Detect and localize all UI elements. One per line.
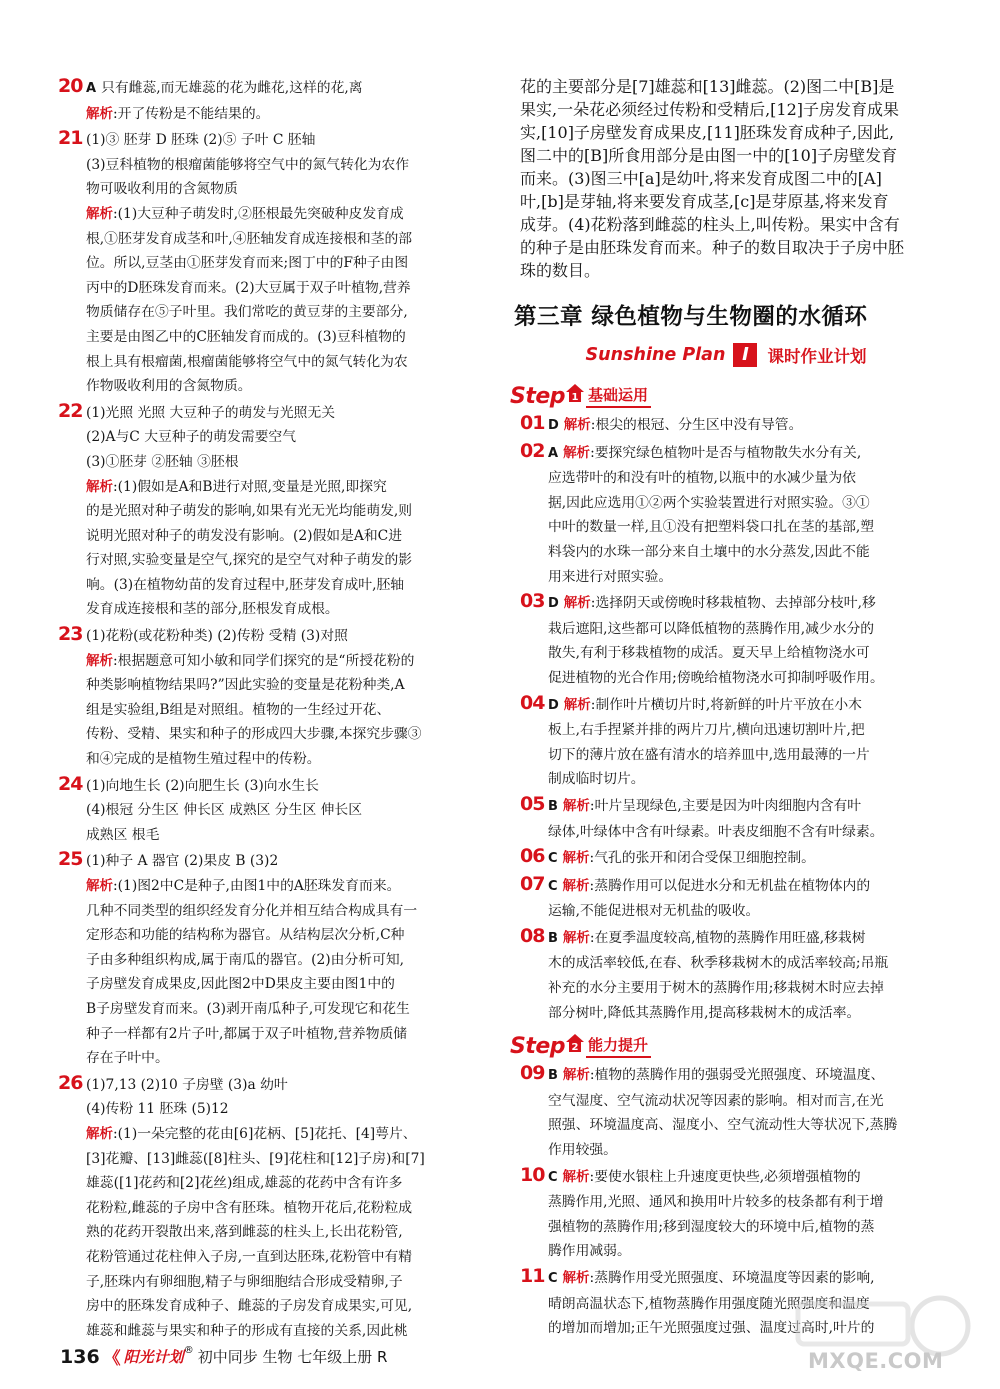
explanation-tag: 解析 <box>563 444 591 461</box>
explanation-tag: 解析 <box>562 1168 590 1185</box>
explanation-line <box>520 540 932 565</box>
explanation-text: 要探究绿色植物叶是否与植物散失水分有关, <box>594 444 862 461</box>
explanation-text: 发育成连接根和茎的部分,胚根发育成根。 <box>86 601 339 618</box>
answer-line <box>58 847 496 874</box>
explanation-text: 选择阴天或傍晚时移栽植物、去掉部分枝叶,移 <box>595 595 876 612</box>
answer-choice: D <box>548 418 559 433</box>
explanation-line <box>58 251 496 276</box>
explanation-line: 图二中的[B]所食用部分是由图一中的[10]子房壁发育 <box>520 146 898 165</box>
explanation-line: 花的主要部分是[7]雄蕊和[13]雌蕊。(2)图二中[B]是 <box>520 77 895 96</box>
answer-text: (1)花粉(或花粉种类) (2)传粉 受精 (3)对照 <box>86 628 348 645</box>
page-footer <box>60 1344 387 1369</box>
explanation-text: 促进植物的光合作用;傍晚给植物浇水可抑制呼吸作用。 <box>548 669 884 686</box>
explanation-line <box>58 1122 496 1147</box>
step-word: Step <box>510 1033 566 1059</box>
explanation-text: 作用较强。 <box>548 1142 617 1159</box>
explanation-text: 行对照,实验变量是空气,探究的是空气对种子萌发的影 <box>86 552 413 569</box>
explanation-tag: 解析 <box>562 850 590 867</box>
question-number: 09 <box>520 1062 545 1085</box>
explanation-line <box>520 1190 932 1215</box>
explanation-text: 丙中的D胚珠发育而来。(2)大豆属于双子叶植物,营养 <box>86 279 411 296</box>
colon: : <box>113 105 118 122</box>
explanation-text: 开了传粉是不能结果的。 <box>117 105 270 122</box>
book-info: 初中同步 生物 七年级上册 R <box>197 1348 388 1366</box>
question-number: 03 <box>520 590 545 613</box>
explanation-text: 据,因此应选用①②两个实验装置进行对照实验。③① <box>548 494 870 511</box>
answer-choice: C <box>548 878 558 894</box>
explanation-line <box>58 948 496 973</box>
answer-line <box>58 74 496 102</box>
explanation-text: 植物的蒸腾作用的强弱受光照强度、环境温度、 <box>594 1067 885 1084</box>
explanation-line <box>520 844 932 872</box>
explanation-line <box>520 1061 932 1089</box>
question-item <box>520 872 932 924</box>
explanation-line <box>520 439 932 467</box>
explanation-text: 蒸腾作用,光照、通风和换用叶片较多的枝条都有利于增 <box>548 1194 884 1211</box>
explanation-text: 根据题意可知小敏和同学们探究的是“所授花粉的 <box>117 652 415 669</box>
explanation-line <box>520 466 932 491</box>
explanation-text: (1)假如是A和B进行对照,变量是光照,即探究 <box>117 478 387 495</box>
explanation-text: 在夏季温度较高,植物的蒸腾作用旺盛,移栽树 <box>594 929 866 946</box>
explanation-text: 散失,有利于移栽植物的成活。夏天早上给植物浇水可 <box>548 645 870 662</box>
explanation-text: 花粉粒,雌蕊的子房中含有胚珠。植物开花后,花粉粒成 <box>86 1199 413 1216</box>
explanation-line <box>58 548 496 573</box>
question-number: 01 <box>520 412 545 434</box>
explanation-line <box>58 499 496 524</box>
question-item <box>520 924 932 1025</box>
answer-text: (3)豆科植物的根瘤菌能够将空气中的氮气转化为农作 <box>86 156 410 173</box>
explanation-line <box>58 698 496 723</box>
watermark-url: MXQE.COM <box>808 1349 944 1373</box>
answer-choice: B <box>548 798 558 814</box>
colon: : <box>589 850 595 867</box>
question-item <box>58 1071 496 1344</box>
explanation-line <box>58 997 496 1022</box>
explanation-line <box>520 924 932 952</box>
explanation-line: 的种子是由胚珠发育而来。种子的数目取决于子房中胚 <box>520 238 905 257</box>
answer-text: (1)7,13 (2)10 子房壁 (3)a 幼叶 <box>86 1076 288 1093</box>
question-number: 23 <box>58 623 83 646</box>
explanation-text: 部分树叶,降低其蒸腾作用,提高移栽树木的成活率。 <box>548 1004 861 1021</box>
explanation-text: 房中的胚珠发育成种子、雌蕊的子房发育成果实,可见, <box>86 1298 413 1315</box>
explanation-text: 主要是由图乙中的C胚轴发育而成的。(3)豆科植物的 <box>86 328 406 345</box>
explanation-text: 照强、环境温度高、湿度小、空气流动性大等状况下,蒸腾 <box>548 1117 898 1134</box>
colon: : <box>113 878 118 894</box>
question-item <box>520 691 932 792</box>
explanation-line <box>58 1220 496 1245</box>
question-item <box>520 411 932 439</box>
explanation-text: 子,胚珠内有卵细胞,精子与卵细胞结合形成受精卵,子 <box>86 1273 403 1290</box>
sunshine-plan-banner <box>520 343 932 367</box>
explanation-text: 气孔的张开和闭合受保卫细胞控制。 <box>594 850 815 867</box>
explanation-text: 根上具有根瘤菌,根瘤菌能够将空气中的氮气转化为农 <box>86 353 408 370</box>
answer-choice: D <box>548 596 559 612</box>
explanation-tag: 解析 <box>563 417 591 433</box>
explanation-tag: 解析 <box>86 1125 113 1142</box>
colon: : <box>590 595 596 612</box>
explanation-text: 花粉管通过花柱伸入子房,一直到达胚珠,花粉管中有精 <box>86 1248 413 1265</box>
answer-line <box>58 1097 496 1122</box>
answer-choice: C <box>548 851 558 867</box>
question-number: 10 <box>520 1163 545 1186</box>
explanation-text: 晴朗高温状态下,植物蒸腾作用强度随光照强度和温度 <box>548 1295 870 1312</box>
explanation-line <box>520 976 932 1001</box>
question-number: 20 <box>58 75 83 97</box>
colon: : <box>589 929 595 946</box>
question-number: 08 <box>520 924 545 947</box>
explanation-text: 子由多种组织构成,属于南瓜的器官。(2)由分析可知, <box>86 951 405 968</box>
question-item <box>520 1061 932 1162</box>
answer-choice: C <box>548 1271 558 1286</box>
step-name: 能力提升 <box>586 1034 651 1058</box>
answer-choice: A <box>548 445 559 461</box>
answer-choice: B <box>548 1068 558 1084</box>
colon: : <box>113 652 118 669</box>
answer-line <box>58 1071 496 1098</box>
step-two-icon <box>566 1034 584 1052</box>
brand-name: 阳光计划 <box>123 1348 184 1366</box>
svg-text:1: 1 <box>571 392 579 402</box>
explanation-line <box>58 573 496 598</box>
right-column <box>510 74 932 1341</box>
explanation-line <box>520 872 932 900</box>
answer-text: (1)种子 A 器官 (2)果皮 B (3)2 <box>86 853 279 870</box>
explanation-text: 板上,右手捏紧并排的两片刀片,横向迅速切割叶片,把 <box>548 722 865 739</box>
explanation-line <box>520 1215 932 1240</box>
continued-explanation <box>520 74 932 281</box>
explanation-text: 根,①胚芽发育成茎和叶,④胚轴发育成连接根和茎的部 <box>86 230 413 247</box>
step-name: 基础运用 <box>586 384 651 408</box>
explanation-line <box>58 972 496 997</box>
answer-line <box>58 153 496 178</box>
explanation-text: 中叶的数量一样,且①没有把塑料袋口扎在茎的基部,塑 <box>548 519 875 536</box>
explanation-tag: 解析 <box>86 878 113 894</box>
answer-line <box>58 772 496 799</box>
explanation-line <box>58 1319 496 1344</box>
explanation-text: 熟的花药开裂散出来,落到雌蕊的柱头上,长出花粉管, <box>86 1224 403 1241</box>
explanation-line: 果实,一朵花必须经过传粉和受精后,[12]子房发育成果 <box>520 100 900 119</box>
explanation-text: 雄蕊([1]花药和[2]花丝)组成,雄蕊的花药中含有许多 <box>86 1175 403 1192</box>
step-one-icon <box>566 384 584 402</box>
explanation-line <box>520 641 932 666</box>
question-item <box>58 74 496 126</box>
explanation-text: 种类影响植物结果吗?”因此实验的变量是花粉种类,A <box>86 677 405 694</box>
explanation-line <box>520 1163 932 1191</box>
explanation-tag: 解析 <box>562 1270 590 1286</box>
answer-text: 物可吸收利用的含氮物质 <box>86 181 238 198</box>
left-column <box>58 74 496 1343</box>
step-heading-advanced <box>510 1031 932 1061</box>
question-item <box>520 792 932 844</box>
explanation-text: 栽后遮阳,这些都可以降低植物的蒸腾作用,减少水分的 <box>548 620 875 637</box>
step-word: Step <box>510 383 566 409</box>
question-number: 05 <box>520 792 545 815</box>
explanation-line <box>58 1022 496 1047</box>
answer-text: (1)向地生长 (2)向肥生长 (3)向水生长 <box>86 777 319 794</box>
explanation-text: 腾作用减弱。 <box>548 1243 631 1260</box>
explanation-text: 位。所以,豆茎由①胚芽发育而来;图丁中的F种子由图 <box>86 255 409 272</box>
explanation-line <box>520 1113 932 1138</box>
explanation-text: 补充的水分主要用于树木的蒸腾作用;移栽树木时应去掉 <box>548 980 884 997</box>
explanation-line <box>520 792 932 820</box>
explanation-line: 珠的数目。 <box>520 261 601 280</box>
colon: : <box>589 877 595 894</box>
explanation-text: 蒸腾作用可以促进水分和无机盐在植物体内的 <box>594 877 871 894</box>
explanation-text: 用来进行对照实验。 <box>548 568 673 585</box>
question-item <box>520 844 932 872</box>
explanation-text: [3]花瓣、[13]雌蕊([8]柱头、[9]花柱和[12]子房)和[7] <box>86 1150 425 1167</box>
explanation-line <box>520 718 932 743</box>
explanation-text: 定形态和功能的结构称为器官。从结构层次分析,C种 <box>86 927 405 944</box>
explanation-line <box>58 350 496 375</box>
explanation-line <box>58 276 496 301</box>
explanation-line <box>58 300 496 325</box>
explanation-line <box>520 1001 932 1026</box>
answer-text: (1)③ 胚芽 D 胚珠 (2)⑤ 子叶 C 胚轴 <box>86 132 316 149</box>
explanation-line <box>58 1294 496 1319</box>
answer-text: (3)①胚芽 ②胚轴 ③胚根 <box>86 453 239 470</box>
explanation-text: 强植物的蒸腾作用;移到湿度较大的环境中后,植物的蒸 <box>548 1218 875 1235</box>
registered-mark: ® <box>183 1345 194 1356</box>
colon: : <box>589 1067 595 1084</box>
explanation-tag: 解析 <box>562 1067 590 1084</box>
explanation-line <box>58 1171 496 1196</box>
explanation-line <box>520 565 932 590</box>
explanation-text: (1)一朵完整的花由[6]花柄、[5]花托、[4]萼片、 <box>117 1125 417 1142</box>
colon: : <box>589 797 595 814</box>
explanation-tag: 解析 <box>86 105 113 122</box>
explanation-text: 组是实验组,B组是对照组。植物的一生经过开花、 <box>86 701 391 718</box>
answer-text: 成熟区 根毛 <box>86 826 160 843</box>
explanation-tag: 解析 <box>563 595 591 612</box>
answer-choice: A <box>86 81 97 96</box>
explanation-line <box>58 325 496 350</box>
explanation-line <box>520 491 932 516</box>
answer-choice: B <box>548 930 558 946</box>
question-item <box>520 1163 932 1264</box>
colon: : <box>590 696 596 713</box>
question-number: 24 <box>58 772 83 795</box>
explanation-line <box>520 767 932 792</box>
explanation-tag: 解析 <box>562 797 590 814</box>
explanation-line: 叶,[b]是芽轴,将来要发育成茎,[c]是芽原基,将来发育 <box>520 192 889 211</box>
explanation-text: 要使水银柱上升速度更快些,必须增强植物的 <box>594 1168 861 1185</box>
explanation-line <box>58 649 496 674</box>
explanation-line <box>520 1089 932 1114</box>
explanation-text: (1)图2中C是种子,由图1中的A胚珠发育而来。 <box>117 878 401 894</box>
explanation-line <box>520 411 932 439</box>
explanation-line <box>520 1239 932 1264</box>
question-number: 06 <box>520 845 545 868</box>
explanation-text: 存在子叶中。 <box>86 1050 169 1067</box>
explanation-line <box>58 202 496 227</box>
explanation-text: 蒸腾作用受光照强度、环境温度等因素的影响, <box>594 1270 875 1286</box>
explanation-text: 物质储存在⑤子叶里。我们常吃的黄豆芽的主要部分, <box>86 304 408 321</box>
explanation-tag: 解析 <box>86 478 113 495</box>
question-number: 25 <box>58 848 83 871</box>
question-number: 21 <box>58 127 83 150</box>
explanation-text: 和④完成的是植物生殖过程中的传粉。 <box>86 751 321 768</box>
answer-choice: D <box>548 697 559 713</box>
explanation-line <box>58 374 496 399</box>
explanation-line <box>58 1245 496 1270</box>
step-heading-basic <box>510 381 932 411</box>
explanation-line: 而来。(3)图三中[a]是幼叶,将来发育成图二中的[A] <box>520 169 882 188</box>
answer-line <box>58 450 496 475</box>
explanation-text: 木的成活率较低,在春、秋季移栽树木的成活率较高;吊瓶 <box>548 955 889 972</box>
question-item <box>58 399 496 622</box>
explanation-line <box>520 617 932 642</box>
explanation-text: 根尖的根冠、分生区中没有导管。 <box>595 417 803 433</box>
question-item <box>58 772 496 848</box>
explanation-text: 切下的薄片放在盛有清水的培养皿中,选用最薄的一片 <box>548 746 870 763</box>
explanation-text: 几种不同类型的组织经发育分化并相互结合构成具有一 <box>86 902 418 919</box>
answer-text: (1)光照 光照 大豆种子的萌发与光照无关 <box>86 404 336 421</box>
explanation-line <box>520 1264 932 1292</box>
explanation-line <box>520 666 932 691</box>
explanation-line <box>58 524 496 549</box>
explanation-line <box>58 722 496 747</box>
explanation-text: 绿体,叶绿体中含有叶绿素。叶表皮细胞不含有叶绿素。 <box>548 823 884 840</box>
basic-answers <box>520 411 932 1025</box>
explanation-text: 说明光照对种子的萌发没有影响。(2)假如是A和C进 <box>86 527 402 544</box>
answer-line <box>58 126 496 153</box>
question-number: 02 <box>520 439 545 462</box>
question-item <box>58 847 496 1070</box>
explanation-text: 叶片呈现绿色,主要是因为叶肉细胞内含有叶 <box>594 797 862 814</box>
question-item <box>520 439 932 590</box>
explanation-text: 雄蕊和雌蕊与果实和种子的形成有直接的关系,因此桃 <box>86 1322 408 1339</box>
plan-numeral: I <box>733 343 757 367</box>
explanation-text: 的增加而增加;正午光照强度过强、温度过高时,叶片的 <box>548 1320 875 1337</box>
answer-line <box>58 622 496 649</box>
explanation-text: 响。(3)在植物幼苗的发育过程中,胚芽发育成叶,胚轴 <box>86 576 405 593</box>
explanation-line <box>58 1046 496 1071</box>
question-number: 07 <box>520 872 545 895</box>
explanation-text: 制作叶片横切片时,将新鲜的叶片平放在小木 <box>595 696 862 713</box>
explanation-line <box>520 589 932 617</box>
answer-line <box>58 177 496 202</box>
explanation-tag: 解析 <box>562 877 590 894</box>
explanation-text: 传粉、受精、果实和种子的形成四大步骤,本探究步骤③ <box>86 726 422 743</box>
question-number: 22 <box>58 399 83 422</box>
explanation-text: 料袋内的水珠一部分来自土壤中的水分蒸发,因此不能 <box>548 543 870 560</box>
explanation-line <box>520 691 932 719</box>
explanation-line <box>58 673 496 698</box>
explanation-line <box>58 874 496 899</box>
explanation-line <box>58 1270 496 1295</box>
svg-text:2: 2 <box>571 1042 579 1053</box>
answer-choice: C <box>548 1169 558 1185</box>
chapter-title: 第三章 绿色植物与生物圈的水循环 <box>514 304 868 330</box>
explanation-line <box>520 899 932 924</box>
explanation-line <box>520 820 932 845</box>
explanation-line <box>58 1147 496 1172</box>
explanation-tag: 解析 <box>563 696 591 713</box>
explanation-line <box>520 1138 932 1163</box>
answer-text: (4)根冠 分生区 伸长区 成熟区 分生区 伸长区 <box>86 802 363 819</box>
explanation-text: (1)大豆种子萌发时,②胚根最先突破种皮发育成 <box>117 205 404 222</box>
question-number: 04 <box>520 691 545 714</box>
question-item <box>58 622 496 772</box>
explanation-text: 种子一样都有2片子叶,都属于双子叶植物,营养物质储 <box>86 1025 408 1042</box>
question-item <box>58 126 496 399</box>
explanation-tag: 解析 <box>86 205 113 222</box>
explanation-line <box>58 923 496 948</box>
answer-line <box>58 823 496 848</box>
explanation-line <box>520 743 932 768</box>
explanation-line <box>58 747 496 772</box>
plan-text: Sunshine Plan <box>585 345 726 365</box>
explanation-tag: 解析 <box>86 652 113 669</box>
explanation-line <box>520 515 932 540</box>
question-number: 26 <box>58 1071 83 1094</box>
answer-line <box>58 798 496 823</box>
explanation-text: 空气湿度、空气流动状况等因素的影响。相对而言,在光 <box>548 1092 884 1109</box>
answer-line <box>58 399 496 426</box>
colon: : <box>113 478 118 495</box>
explanation-line <box>520 951 932 976</box>
colon: : <box>113 1125 118 1142</box>
explanation-text: B子房壁发育而来。(3)剥开南瓜种子,可发现它和花生 <box>86 1000 410 1017</box>
explanation-line: 实,[10]子房壁发育成果皮,[11]胚珠发育成种子,因此, <box>520 123 895 142</box>
explanation-tag: 解析 <box>562 929 590 946</box>
explanation-line <box>58 1196 496 1221</box>
question-number: 11 <box>520 1265 545 1287</box>
plan-subtitle: 课时作业计划 <box>767 347 867 366</box>
explanation-line <box>58 102 496 127</box>
double-arrow-icon: 《 <box>103 1349 121 1369</box>
explanation-text: 运输,不能促进根对无机盐的吸收。 <box>548 903 760 920</box>
colon: : <box>590 417 596 433</box>
explanation-text: 应选带叶的和没有叶的植物,以瓶中的水减少量为依 <box>548 470 856 487</box>
answer-text: 只有雌蕊,而无雄蕊的花为雌花,这样的花,离 <box>101 80 363 96</box>
colon: : <box>589 1270 595 1286</box>
explanation-line: 成芽。(4)花粉落到雌蕊的柱头上,叫传粉。果实中含有 <box>520 215 900 234</box>
answer-text: (2)A与C 大豆种子的萌发需要空气 <box>86 429 297 446</box>
colon: : <box>589 1168 595 1185</box>
explanation-text: 子房壁发育成果皮,因此图2中D果皮主要由图1中的 <box>86 976 395 993</box>
explanation-text: 作物吸收利用的含氮物质。 <box>86 378 252 395</box>
colon: : <box>113 205 118 222</box>
explanation-line <box>58 227 496 252</box>
answer-text: (4)传粉 11 胚珠 (5)12 <box>86 1101 229 1118</box>
page-number: 136 <box>60 1345 100 1368</box>
explanation-line <box>58 899 496 924</box>
explanation-line <box>58 597 496 622</box>
question-item <box>520 589 932 690</box>
explanation-line <box>58 475 496 500</box>
explanation-text: 制成临时切片。 <box>548 771 645 788</box>
answer-line <box>58 425 496 450</box>
colon: : <box>590 444 595 461</box>
explanation-text: 的是光照对种子萌发的影响,如果有光无光均能萌发,则 <box>86 503 413 520</box>
